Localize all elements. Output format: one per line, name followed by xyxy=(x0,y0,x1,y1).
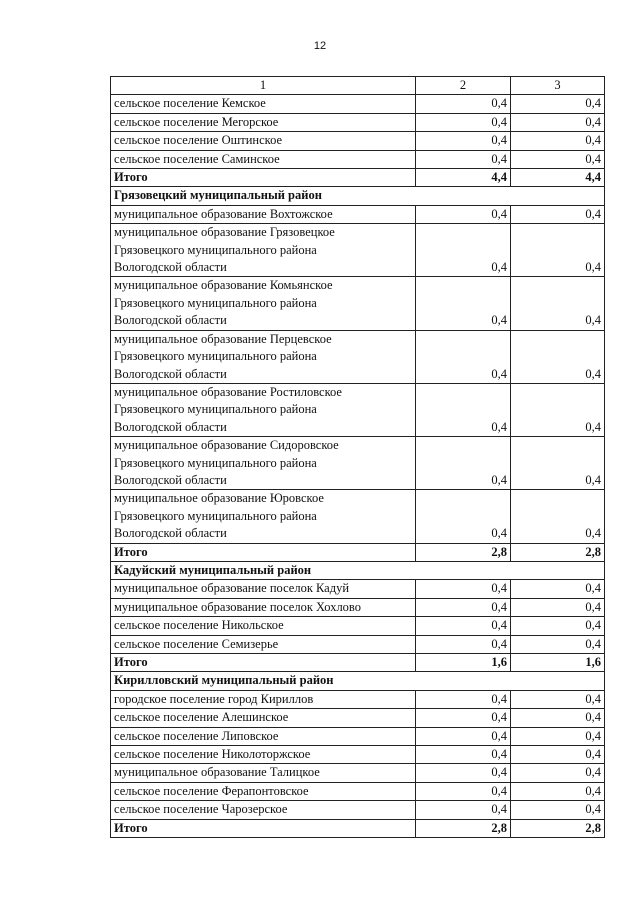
settlement-name xyxy=(111,617,416,635)
table-row xyxy=(111,617,605,635)
value-col-2: 0,4 xyxy=(416,205,511,223)
settlement-name xyxy=(111,580,416,598)
table-row xyxy=(111,764,605,782)
value-col-2: 0,4 xyxy=(416,490,511,543)
table-header-row xyxy=(111,77,605,95)
cell-text: Итого xyxy=(114,170,148,185)
table-row xyxy=(111,205,605,223)
value-col-2: 0,4 xyxy=(416,150,511,168)
value-col-2: 0,4 xyxy=(416,580,511,598)
value-col-2: 0,4 xyxy=(416,782,511,800)
settlement-name xyxy=(111,205,416,223)
table-row xyxy=(111,277,605,330)
settlement-name xyxy=(111,113,416,131)
value-col-3: 4,4 xyxy=(511,169,605,187)
cell-text: сельское поселение Семизерье xyxy=(114,636,279,651)
value-col-2: 0,4 xyxy=(416,727,511,745)
cell-text: сельское поселение Ферапонтовское xyxy=(114,783,309,798)
value-col-2: 0,4 xyxy=(416,95,511,113)
value-col-3: 0,4 xyxy=(511,782,605,800)
cell-text: Итого xyxy=(114,820,148,835)
settlement-name xyxy=(111,727,416,745)
value-col-2: 0,4 xyxy=(416,437,511,490)
settlement-name xyxy=(111,95,416,113)
value-col-3: 0,4 xyxy=(511,635,605,653)
cell-text: городское поселение город Кириллов xyxy=(114,691,314,706)
settlement-name xyxy=(111,150,416,168)
value-col-2: 0,4 xyxy=(416,598,511,616)
value-col-3: 0,4 xyxy=(511,764,605,782)
table-row xyxy=(111,113,605,131)
cell-text: сельское поселение Алешинское xyxy=(114,710,289,725)
value-col-3: 0,4 xyxy=(511,727,605,745)
settlement-name xyxy=(111,782,416,800)
value-col-2: 0,4 xyxy=(416,383,511,436)
settlement-name xyxy=(111,635,416,653)
value-col-3: 0,4 xyxy=(511,709,605,727)
value-col-3: 0,4 xyxy=(511,330,605,383)
district-name: Грязовецкий муниципальный район xyxy=(111,187,605,205)
cell-text: муниципальное образование поселок Кадуй xyxy=(114,581,350,596)
cell-text: муниципальное образование Комьянское Грязовецкого муниципального района Вологодской области xyxy=(114,278,333,328)
value-col-3: 0,4 xyxy=(511,690,605,708)
total-label xyxy=(111,654,416,672)
value-col-2: 1,6 xyxy=(416,654,511,672)
table-row xyxy=(111,330,605,383)
value-col-3: 2,8 xyxy=(511,819,605,837)
cell-text: сельское поселение Липовское xyxy=(114,728,279,743)
total-label xyxy=(111,543,416,561)
column-header-2: 2 xyxy=(416,77,511,95)
value-col-2: 0,4 xyxy=(416,709,511,727)
value-col-3: 0,4 xyxy=(511,277,605,330)
table-row xyxy=(111,580,605,598)
value-col-3: 0,4 xyxy=(511,224,605,277)
column-header-3: 3 xyxy=(511,77,605,95)
settlement-name xyxy=(111,709,416,727)
value-col-3: 0,4 xyxy=(511,598,605,616)
table-row xyxy=(111,132,605,150)
value-col-3: 0,4 xyxy=(511,617,605,635)
district-header-row xyxy=(111,672,605,690)
value-col-2: 0,4 xyxy=(416,764,511,782)
district-header-row xyxy=(111,561,605,579)
value-col-3: 0,4 xyxy=(511,95,605,113)
value-col-3: 2,8 xyxy=(511,543,605,561)
value-col-2: 2,8 xyxy=(416,543,511,561)
column-header-1: 1 xyxy=(111,77,416,95)
value-col-3: 0,4 xyxy=(511,113,605,131)
value-col-2: 0,4 xyxy=(416,746,511,764)
settlement-name xyxy=(111,801,416,819)
cell-text: сельское поселение Никольское xyxy=(114,618,284,633)
value-col-2: 0,4 xyxy=(416,801,511,819)
cell-text: муниципальное образование Ростиловское Грязовецкого муниципального района Вологодской области xyxy=(114,384,342,434)
settlement-name xyxy=(111,132,416,150)
settlement-name xyxy=(111,277,416,330)
settlement-name xyxy=(111,764,416,782)
total-label xyxy=(111,169,416,187)
cell-text: муниципальное образование Юровское Грязовецкого муниципального района Вологодской области xyxy=(114,491,324,541)
table-row xyxy=(111,95,605,113)
cell-text: муниципальное образование Вохтожское xyxy=(114,206,333,221)
settlement-name xyxy=(111,490,416,543)
table-row xyxy=(111,635,605,653)
cell-text: сельское поселение Николоторжское xyxy=(114,747,311,762)
settlement-name xyxy=(111,437,416,490)
total-row xyxy=(111,169,605,187)
district-name: Кирилловский муниципальный район xyxy=(111,672,605,690)
settlement-name xyxy=(111,330,416,383)
value-col-3: 0,4 xyxy=(511,801,605,819)
district-name: Кадуйский муниципальный район xyxy=(111,561,605,579)
table-row xyxy=(111,598,605,616)
table-row xyxy=(111,150,605,168)
cell-text: муниципальное образование Талицкое xyxy=(114,765,320,780)
cell-text: муниципальное образование Сидоровское Грязовецкого муниципального района Вологодской области xyxy=(114,438,339,487)
cell-text: муниципальное образование Грязовецкое Грязовецкого муниципального района Вологодской области xyxy=(114,225,335,275)
value-col-2: 2,8 xyxy=(416,819,511,837)
cell-text: сельское поселение Саминское xyxy=(114,151,280,166)
value-col-2: 0,4 xyxy=(416,330,511,383)
total-row xyxy=(111,819,605,837)
value-col-2: 0,4 xyxy=(416,132,511,150)
table-row xyxy=(111,782,605,800)
table-body xyxy=(111,95,605,838)
value-col-3: 0,4 xyxy=(511,437,605,490)
value-col-2: 0,4 xyxy=(416,113,511,131)
table-row xyxy=(111,437,605,490)
settlement-name xyxy=(111,224,416,277)
cell-text: муниципальное образование Перцевское Грязовецкого муниципального района Вологодской области xyxy=(114,331,332,381)
cell-text: Итого xyxy=(114,655,148,669)
value-col-3: 0,4 xyxy=(511,383,605,436)
cell-text: сельское поселение Кемское xyxy=(114,96,266,111)
total-row xyxy=(111,654,605,672)
cell-text: сельское поселение Оштинское xyxy=(114,133,283,148)
cell-text: сельское поселение Мегорское xyxy=(114,114,279,129)
value-col-3: 0,4 xyxy=(511,580,605,598)
value-col-2: 4,4 xyxy=(416,169,511,187)
cell-text: сельское поселение Чарозерское xyxy=(114,802,288,817)
value-col-3: 1,6 xyxy=(511,654,605,672)
value-col-3: 0,4 xyxy=(511,490,605,543)
value-col-3: 0,4 xyxy=(511,132,605,150)
district-header-row xyxy=(111,187,605,205)
total-label xyxy=(111,819,416,837)
cell-text: Итого xyxy=(114,544,148,559)
total-row xyxy=(111,543,605,561)
value-col-2: 0,4 xyxy=(416,224,511,277)
cell-text: муниципальное образование поселок Хохлово xyxy=(114,599,361,614)
value-col-2: 0,4 xyxy=(416,277,511,330)
table-row xyxy=(111,690,605,708)
table-row xyxy=(111,490,605,543)
value-col-3: 0,4 xyxy=(511,746,605,764)
value-col-2: 0,4 xyxy=(416,617,511,635)
table-row xyxy=(111,383,605,436)
table-row xyxy=(111,224,605,277)
page-number: 12 xyxy=(313,40,327,52)
table-row xyxy=(111,746,605,764)
settlement-name xyxy=(111,598,416,616)
value-col-3: 0,4 xyxy=(511,205,605,223)
value-col-2: 0,4 xyxy=(416,635,511,653)
settlement-name xyxy=(111,383,416,436)
table-row xyxy=(111,709,605,727)
value-col-3: 0,4 xyxy=(511,150,605,168)
allocation-table xyxy=(110,76,605,838)
settlement-name xyxy=(111,746,416,764)
value-col-2: 0,4 xyxy=(416,690,511,708)
table-row xyxy=(111,801,605,819)
table-row xyxy=(111,727,605,745)
settlement-name xyxy=(111,690,416,708)
